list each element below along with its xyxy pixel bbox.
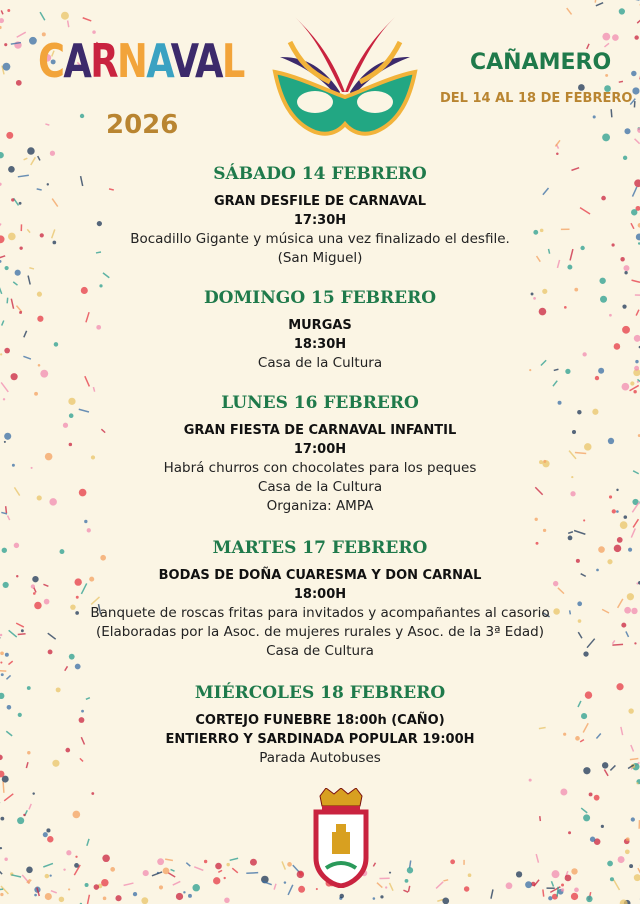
- confetti-piece: [0, 889, 3, 890]
- confetti-piece: [548, 896, 552, 900]
- confetti-piece: [23, 814, 25, 816]
- event-detail: Organiza: AMPA: [266, 498, 374, 514]
- confetti-piece: [192, 884, 199, 891]
- day-heading: LUNES 16 FEBRERO: [221, 393, 419, 413]
- confetti-piece: [45, 124, 49, 125]
- confetti-piece: [50, 874, 52, 876]
- confetti-piece: [29, 37, 37, 45]
- confetti-piece: [232, 868, 238, 873]
- confetti-piece: [612, 34, 619, 41]
- confetti-piece: [43, 832, 48, 837]
- confetti-piece: [506, 882, 513, 889]
- event-title: MURGAS: [288, 318, 352, 333]
- confetti-piece: [7, 9, 10, 12]
- event-time: 18:00H: [293, 587, 347, 602]
- title-letter: V: [170, 34, 196, 88]
- title-letter: A: [63, 34, 91, 88]
- confetti-piece: [165, 859, 173, 860]
- day-heading: MIÉRCOLES 18 FEBRERO: [194, 683, 446, 703]
- confetti-piece: [213, 877, 220, 884]
- confetti-piece: [560, 789, 567, 796]
- confetti-piece: [468, 873, 472, 877]
- event-schedule: [0, 164, 640, 786]
- confetti-piece: [3, 63, 11, 71]
- confetti-piece: [631, 817, 635, 821]
- title-letter: A: [195, 34, 222, 88]
- confetti-piece: [571, 893, 578, 900]
- carnaval-title: [38, 34, 244, 88]
- confetti-piece: [141, 897, 148, 904]
- confetti-piece: [629, 864, 633, 868]
- confetti-piece: [557, 887, 558, 897]
- confetti-piece: [578, 84, 585, 91]
- confetti-piece: [80, 114, 84, 118]
- confetti-piece: [223, 877, 225, 879]
- confetti-piece: [408, 886, 409, 892]
- confetti-piece: [4, 43, 7, 46]
- confetti-piece: [29, 804, 31, 810]
- confetti-piece: [17, 817, 24, 824]
- event-detail: Casa de la Cultura: [257, 355, 383, 371]
- confetti-piece: [230, 858, 238, 860]
- confetti-piece: [288, 885, 293, 895]
- confetti-piece: [565, 875, 572, 882]
- event-title: ENTIERRO Y SARDINADA POPULAR 19:00H: [165, 732, 475, 747]
- confetti-piece: [385, 886, 387, 888]
- confetti-piece: [157, 858, 164, 865]
- confetti-piece: [91, 792, 94, 795]
- confetti-piece: [34, 894, 37, 897]
- confetti-piece: [595, 0, 596, 3]
- confetti-piece: [405, 879, 409, 883]
- confetti-piece: [94, 884, 100, 890]
- confetti-piece: [24, 158, 28, 160]
- event-detail: Habrá churros con chocolates para los peques: [163, 460, 477, 476]
- confetti-piece: [32, 792, 34, 794]
- confetti-piece: [298, 886, 305, 893]
- confetti-piece: [46, 828, 50, 832]
- confetti-piece: [464, 886, 469, 891]
- confetti-piece: [571, 868, 577, 874]
- confetti-piece: [133, 892, 137, 896]
- confetti-piece: [0, 18, 4, 23]
- confetti-piece: [602, 33, 610, 41]
- confetti-piece: [491, 889, 493, 898]
- confetti-piece: [634, 35, 638, 39]
- confetti-piece: [101, 879, 108, 886]
- event-title: CORTEJO FUNEBRE 18:00h (CAÑO): [195, 713, 445, 728]
- confetti-piece: [0, 817, 4, 821]
- confetti-piece: [168, 873, 175, 877]
- confetti-piece: [186, 863, 190, 867]
- confetti-piece: [561, 888, 564, 891]
- confetti-piece: [224, 898, 230, 904]
- confetti-piece: [316, 888, 318, 890]
- day-section: [0, 164, 640, 268]
- confetti-piece: [183, 891, 185, 893]
- confetti-piece: [574, 888, 579, 893]
- carnival-mask-icon: [270, 12, 420, 147]
- confetti-piece: [194, 867, 203, 871]
- confetti-piece: [611, 109, 612, 117]
- confetti-piece: [614, 880, 620, 890]
- confetti-piece: [407, 867, 413, 873]
- confetti-piece: [624, 128, 630, 134]
- confetti-piece: [274, 884, 276, 890]
- title-letter: C: [38, 34, 64, 88]
- year: 2026: [106, 110, 179, 140]
- confetti-piece: [525, 881, 532, 888]
- day-heading: MARTES 17 FEBRERO: [212, 538, 428, 558]
- confetti-piece: [635, 139, 640, 144]
- confetti-piece: [103, 897, 107, 901]
- confetti-piece: [593, 115, 596, 118]
- confetti-piece: [596, 3, 603, 6]
- confetti-piece: [403, 890, 408, 892]
- confetti-piece: [516, 871, 522, 877]
- confetti-piece: [625, 849, 630, 854]
- event-time: 18:30H: [293, 337, 347, 352]
- confetti-piece: [75, 856, 77, 858]
- confetti-piece: [610, 877, 614, 881]
- event-detail: Casa de Cultura: [266, 643, 374, 659]
- confetti-piece: [215, 863, 222, 870]
- confetti-piece: [287, 862, 292, 867]
- confetti-piece: [72, 811, 80, 819]
- event-title: GRAN FIESTA DE CARNAVAL INFANTIL: [183, 423, 457, 438]
- confetti-piece: [163, 868, 170, 875]
- event-time: 17:30H: [293, 213, 347, 228]
- confetti-piece: [561, 884, 564, 887]
- day-heading: SÁBADO 14 FEBRERO: [213, 164, 427, 184]
- confetti-piece: [45, 874, 50, 879]
- confetti-piece: [61, 12, 69, 20]
- confetti-piece: [0, 893, 3, 896]
- confetti-piece: [85, 883, 89, 887]
- confetti-piece: [204, 860, 207, 863]
- confetti-piece: [68, 888, 70, 890]
- confetti-piece: [159, 885, 163, 889]
- confetti-piece: [4, 794, 13, 801]
- confetti-piece: [16, 80, 22, 86]
- confetti-piece: [218, 870, 222, 872]
- confetti-piece: [68, 21, 69, 28]
- confetti-piece: [173, 881, 181, 885]
- confetti-piece: [246, 873, 258, 874]
- confetti-piece: [442, 898, 449, 904]
- confetti-piece: [0, 868, 2, 874]
- confetti-piece: [226, 863, 229, 866]
- confetti-piece: [87, 839, 89, 846]
- confetti-piece: [11, 875, 21, 877]
- confetti-piece: [45, 893, 52, 900]
- confetti-piece: [115, 895, 121, 901]
- confetti-piece: [436, 882, 443, 889]
- confetti-piece: [40, 12, 45, 20]
- confetti-piece: [47, 836, 53, 842]
- town-coat-of-arms-icon: [312, 788, 370, 888]
- confetti-piece: [340, 894, 344, 898]
- confetti-piece: [17, 32, 26, 37]
- confetti-piece: [26, 867, 33, 874]
- confetti-piece: [6, 132, 13, 139]
- confetti-piece: [623, 156, 627, 160]
- title-letter: L: [221, 34, 244, 88]
- confetti-piece: [74, 863, 79, 868]
- confetti-piece: [607, 861, 613, 867]
- town-name: CAÑAMERO: [470, 50, 612, 75]
- event-title: GRAN DESFILE DE CARNAVAL: [214, 194, 426, 209]
- confetti-piece: [88, 895, 90, 904]
- confetti-piece: [188, 894, 192, 898]
- date-range: DEL 14 AL 18 DE FEBRERO: [440, 91, 633, 106]
- confetti-piece: [250, 859, 257, 866]
- confetti-piece: [59, 897, 65, 903]
- confetti-piece: [282, 861, 285, 869]
- confetti-piece: [38, 156, 40, 160]
- confetti-piece: [556, 152, 559, 155]
- confetti-piece: [110, 867, 115, 872]
- event-detail: Banquete de roscas fritas para invitados y acompañantes al casorio: [90, 605, 550, 621]
- confetti-piece: [618, 856, 625, 863]
- confetti-piece: [594, 795, 600, 801]
- confetti-piece: [619, 8, 625, 14]
- confetti-piece: [171, 869, 175, 871]
- day-section: [0, 683, 640, 768]
- confetti-piece: [632, 87, 639, 94]
- confetti-piece: [568, 831, 571, 834]
- title-letter: A: [146, 34, 171, 88]
- event-detail: Bocadillo Gigante y música una vez finalizado el desfile.: [130, 231, 510, 247]
- confetti-piece: [0, 847, 2, 849]
- confetti-piece: [63, 868, 65, 870]
- confetti-piece: [143, 870, 149, 876]
- event-detail: (San Miguel): [277, 250, 363, 266]
- confetti-piece: [51, 891, 57, 893]
- confetti-piece: [176, 893, 183, 900]
- confetti-piece: [536, 854, 538, 863]
- confetti-piece: [377, 883, 382, 888]
- confetti-piece: [43, 863, 53, 867]
- confetti-piece: [1, 10, 3, 14]
- confetti-piece: [0, 152, 4, 158]
- confetti-piece: [102, 855, 110, 863]
- confetti-piece: [583, 814, 590, 821]
- day-section: [0, 393, 640, 516]
- confetti-piece: [589, 792, 593, 796]
- confetti-piece: [4, 857, 7, 860]
- confetti-piece: [551, 881, 553, 886]
- confetti-piece: [380, 895, 383, 898]
- confetti-piece: [631, 71, 636, 76]
- confetti-piece: [581, 808, 587, 813]
- confetti-piece: [567, 8, 572, 14]
- event-time: 17:00H: [293, 442, 347, 457]
- confetti-piece: [540, 816, 541, 821]
- confetti-piece: [50, 151, 55, 156]
- confetti-piece: [389, 883, 393, 891]
- confetti-piece: [284, 881, 286, 883]
- confetti-piece: [124, 883, 134, 885]
- event-detail: Casa de la Cultura: [257, 479, 383, 495]
- confetti-piece: [552, 870, 560, 878]
- confetti-piece: [299, 872, 303, 876]
- confetti-piece: [83, 18, 92, 21]
- title-letter: N: [117, 34, 147, 88]
- confetti-piece: [373, 897, 376, 900]
- confetti-piece: [626, 837, 630, 841]
- confetti-piece: [634, 874, 640, 881]
- confetti-piece: [619, 81, 623, 82]
- confetti-piece: [601, 825, 604, 828]
- confetti-piece: [27, 147, 35, 155]
- confetti-piece: [602, 133, 610, 141]
- confetti-piece: [66, 850, 71, 855]
- event-detail: Parada Autobuses: [259, 750, 381, 766]
- confetti-piece: [373, 863, 375, 867]
- day-section: [0, 538, 640, 661]
- confetti-piece: [450, 859, 455, 864]
- confetti-piece: [443, 880, 448, 881]
- confetti-piece: [0, 26, 2, 29]
- day-heading: DOMINGO 15 FEBRERO: [203, 288, 437, 308]
- title-letter: R: [90, 34, 118, 88]
- confetti-piece: [586, 896, 592, 902]
- confetti-piece: [604, 43, 609, 47]
- confetti-piece: [389, 872, 391, 874]
- event-detail: (Elaboradas por la Asoc. de mujeres rurales y Asoc. de la 3ª Edad): [95, 624, 545, 640]
- event-title: BODAS DE DOÑA CUARESMA Y DON CARNAL: [158, 568, 482, 583]
- confetti-piece: [543, 889, 544, 896]
- confetti-piece: [587, 44, 589, 49]
- confetti-piece: [590, 837, 595, 842]
- day-section: [0, 288, 640, 373]
